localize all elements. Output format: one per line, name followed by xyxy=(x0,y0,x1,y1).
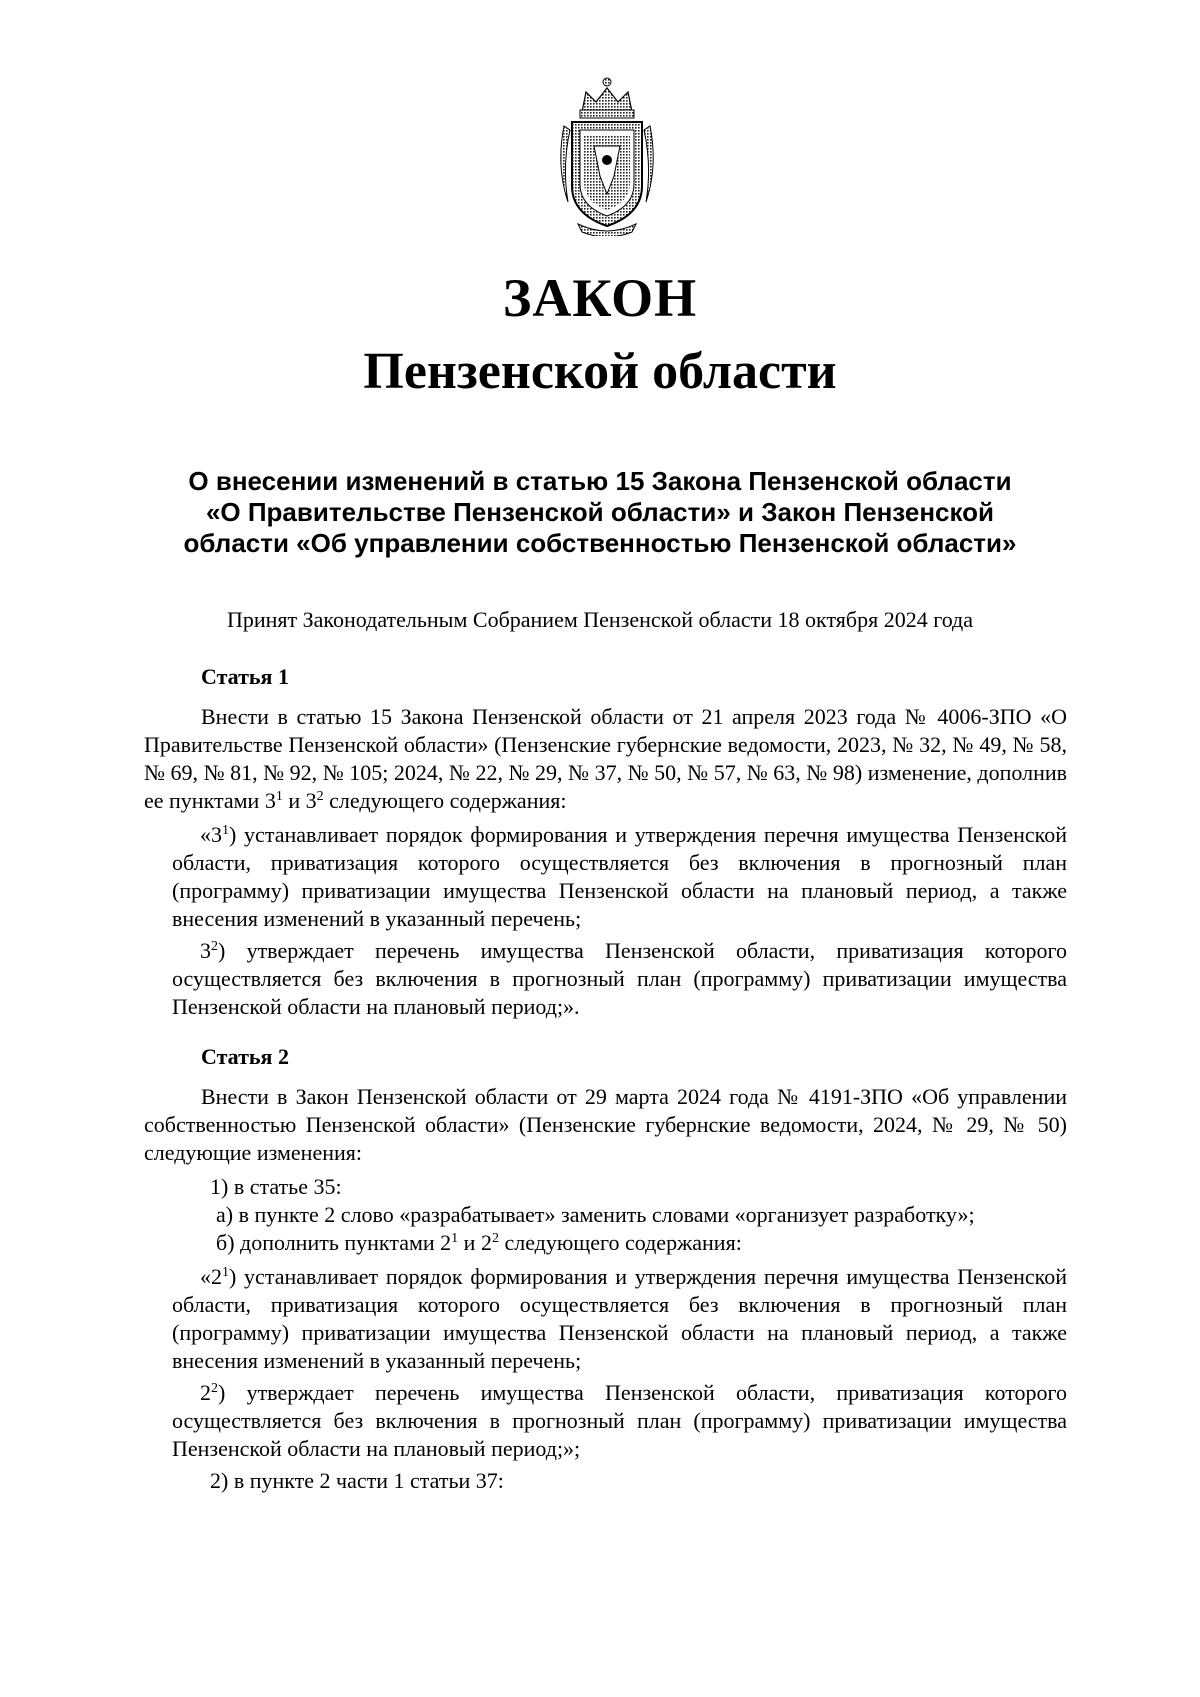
document-title: ЗАКОН xyxy=(502,268,698,328)
coat-of-arms-icon xyxy=(554,76,660,236)
heading-line-2: «О Правительстве Пензенской области» и Закон Пензенской xyxy=(205,497,995,527)
article-1-quote-2: $3^2$) утверждает перечень имущества Пензенской области, приватизация которого осуществляется без включения в прогнозный план (программу) приватизации имущества Пензенской области на плановый период;». xyxy=(172,938,1067,1019)
article-2-quote-2: $2^2$) утверждает перечень имущества Пензенской области, приватизация которого осуществляется без включения в прогнозный план (программу) приватизации имущества Пензенской области на плановый период;»; xyxy=(172,1380,1067,1461)
article-2-item-1: 1) в статье 35: xyxy=(210,1174,342,1199)
article-2-title: Статья 2 xyxy=(201,1044,289,1069)
article-2-quote-1: «$2^1$) устанавливает порядок формирования и утверждения перечня имущества Пензенской области, приватизация которого осуществляется без включения в прогнозный план (программу) приватизации имущества Пензенской области на плановый период, а также внесения изменений в указанный перечень; xyxy=(172,1264,1067,1373)
article-2-item-1b: б) дополнить пунктами $2^1$ и $2^2$ следующего содержания: xyxy=(216,1230,742,1255)
article-1-quote-1: «$3^1$) устанавливает порядок формирования и утверждения перечня имущества Пензенской области, приватизация которого осуществляется без включения в прогнозный план (программу) приватизации имущества Пензенской области на плановый период, а также внесения изменений в указанный перечень; xyxy=(172,822,1067,931)
article-2-item-2: 2) в пункте 2 части 1 статьи 37: xyxy=(210,1468,504,1493)
heading-line-3: области «Об управлении собственностью Пензенской области» xyxy=(183,528,1017,558)
document-subtitle: Пензенской области xyxy=(363,343,837,400)
document-body xyxy=(144,663,1067,1495)
article-2-intro: Внести в Закон Пензенской области от 29 марта 2024 года № 4191-ЗПО «Об управлении собственностью Пензенской области» (Пензенские губернские ведомости, 2024, № 29, № 50) следующие изменения: xyxy=(144,1084,1067,1165)
adoption-note: Принят Законодательным Собранием Пензенской области 18 октября 2024 года xyxy=(226,607,974,632)
article-2-item-1a: а) в пункте 2 слово «разрабатывает» заменить словами «организует разработку»; xyxy=(216,1202,975,1227)
article-1-intro: Внести в статью 15 Закона Пензенской области от 21 апреля 2023 года № 4006-ЗПО «О Правительстве Пензенской области» (Пензенские губернские ведомости, 2023, № 32, № 49, № 58, № 69, № 81, № 92, № 105; 2024, № 22, № 29, № 37, № 50, № 57, № 63, № 98) изменение, дополнив ее пунктами $3^1$ и $3^2$ следующего содержания: xyxy=(144,704,1067,813)
article-1-title: Статья 1 xyxy=(201,664,289,689)
heading-line-1: О внесении изменений в статью 15 Закона Пензенской области xyxy=(188,466,1012,496)
law-heading xyxy=(120,466,1080,559)
